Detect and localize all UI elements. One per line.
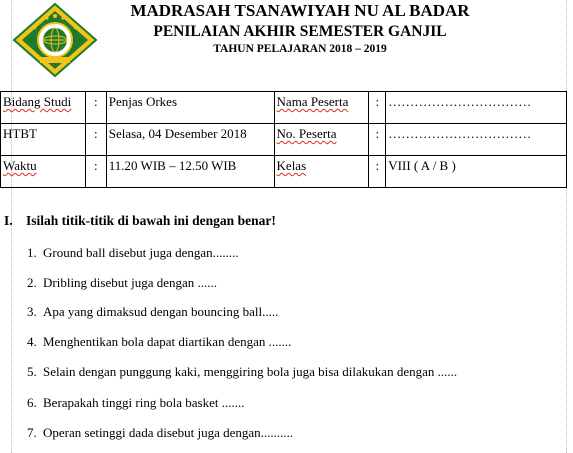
info-row [1, 92, 567, 124]
question-item: 3. Apa yang dimaksud dengan bouncing ball..... [27, 304, 279, 319]
colon: : [85, 92, 106, 124]
colon: : [85, 156, 106, 188]
question-item: 2. Dribling disebut juga dengan ...... [27, 275, 218, 290]
colon: : [369, 92, 386, 124]
section-number: I. [4, 213, 13, 228]
subject-value: Penjas Orkes [106, 92, 274, 124]
colon: : [369, 156, 386, 188]
question-item: 7. Operan setinggi dada disebut juga dengan.......... [27, 425, 294, 440]
class-value: VIII ( A / B ) [386, 156, 567, 188]
right-margin-guide [566, 0, 567, 453]
section-title: Isilah titik-titik di bawah ini dengan benar! [26, 213, 276, 228]
class-label: Kelas [274, 156, 369, 188]
date-value: Selasa, 04 Desember 2018 [106, 124, 274, 156]
colon: : [85, 124, 106, 156]
section-heading [4, 213, 276, 229]
participant-number-value: …………………………… [386, 124, 567, 156]
colon: : [369, 124, 386, 156]
date-label: HTBT [1, 124, 86, 156]
info-row [1, 156, 567, 188]
time-value: 11.20 WIB – 12.50 WIB [106, 156, 274, 188]
question-item: 1. Ground ball disebut juga dengan........ [27, 245, 239, 260]
student-info-table [0, 91, 567, 188]
school-name: MADRASAH TSANAWIYAH NU AL BADAR [130, 1, 470, 20]
school-emblem-icon [10, 2, 100, 78]
name-value: …………………………… [386, 92, 567, 124]
academic-year: TAHUN PELAJARAN 2018 – 2019 [213, 43, 387, 55]
exam-title: PENILAIAN AKHIR SEMESTER GANJIL [153, 23, 447, 40]
name-label: Nama Peserta [274, 92, 369, 124]
question-item: 5. Selain dengan punggung kaki, menggiring bola juga bisa dilakukan dengan ...... [27, 364, 458, 379]
participant-number-label: No. Peserta [274, 124, 369, 156]
time-label: Waktu [1, 156, 86, 188]
question-item: 6. Berapakah tinggi ring bola basket ....... [27, 395, 245, 410]
info-row [1, 124, 567, 156]
subject-label: Bidang Studi [1, 92, 86, 124]
question-item: 4. Menghentikan bola dapat diartikan dengan ....... [27, 334, 292, 349]
